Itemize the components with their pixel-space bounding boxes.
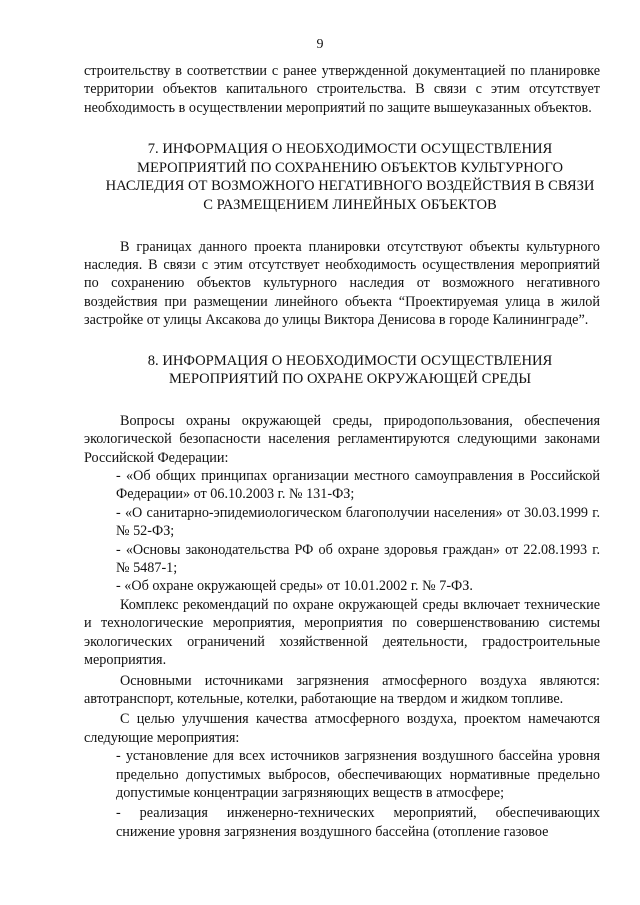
measures-intro-paragraph: С целью улучшения качества атмосферного воздуха, проектом намечаются следующие мероприятия: <box>84 711 600 746</box>
law-item: - «Об охране окружающей среды» от 10.01.2002 г. № 7-ФЗ. <box>116 578 473 595</box>
intro-paragraph: строительству в соответствии с ранее утвержденной документацией по планировке территории объектов капитального строительства. В связи с этим отсутствует необходимость в осуществлении мероприятий по защите вышеуказанных объектов. <box>84 63 600 116</box>
section-7-paragraph: В границах данного проекта планировки отсутствуют объекты культурного наследия. В связи с этим отсутствует необходимость осуществления мероприятий по сохранению объектов культурного наследия от возможного негативного воздействия при размещении линейного объекта “Проектируемая улица в жилой застройке от улицы Аксакова до улицы Виктора Денисова в городе Калининграде”. <box>84 238 600 329</box>
page-content <box>84 62 600 841</box>
laws-intro-paragraph: Вопросы охраны окружающей среды, природопользования, обеспечения экологической безопасности населения регламентируются следующими законами Российской Федерации: <box>84 412 600 466</box>
section-7-heading: 7. ИНФОРМАЦИЯ О НЕОБХОДИМОСТИ ОСУЩЕСТВЛЕНИЯ МЕРОПРИЯТИЙ ПО СОХРАНЕНИЮ ОБЪЕКТОВ КУЛЬТУРНОГО НАСЛЕДИЯ ОТ ВОЗМОЖНОГО НЕГАТИВНОГО ВОЗДЕЙСТВИЯ В СВЯЗИ С РАЗМЕЩЕНИЕМ ЛИНЕЙНЫХ ОБЪЕКТОВ <box>105 141 595 213</box>
sources-paragraph: Основными источниками загрязнения атмосферного воздуха являются: автотранспорт, котельные, котелки, работающие на твердом и жидком топливе. <box>84 672 600 707</box>
complex-paragraph: Комплекс рекомендаций по охране окружающей среды включает технические и технологические мероприятия, мероприятия по совершенствованию системы экологических ограничений хозяйственной деятельности, градостроительные мероприятия. <box>84 596 600 669</box>
section-8-heading: 8. ИНФОРМАЦИЯ О НЕОБХОДИМОСТИ ОСУЩЕСТВЛЕНИЯ МЕРОПРИЯТИЙ ПО ОХРАНЕ ОКРУЖАЮЩЕЙ СРЕДЫ <box>147 352 553 388</box>
law-item: - «О санитарно-эпидемиологическом благополучии населения» от 30.03.1999 г. № 52-ФЗ; <box>116 504 600 540</box>
measure-item: - реализация инженерно-технических мероприятий, обеспечивающих снижение уровня загрязнения воздушного бассейна (отопление газовое <box>116 805 600 840</box>
page-number: 9 <box>316 37 324 52</box>
measure-item: - установление для всех источников загрязнения воздушного бассейна уровня предельно допустимых выбросов, обеспечивающих нормативные предельно допустимые концентрации загрязняющих веществ в атмосфере; <box>116 748 600 801</box>
law-item: - «Об общих принципах организации местного самоуправления в Российской Федерации» от 06.10.2003 г. № 131-ФЗ; <box>116 468 600 503</box>
law-item: - «Основы законодательства РФ об охране здоровья граждан» от 22.08.1993 г. № 5487-1; <box>116 541 600 577</box>
